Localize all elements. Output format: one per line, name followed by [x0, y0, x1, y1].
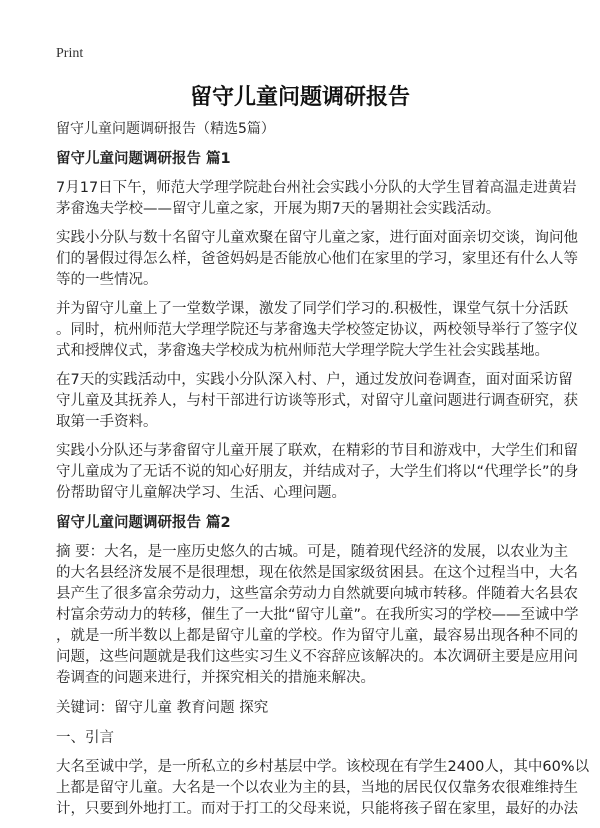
paragraph-line: 份帮助留守儿童解决学习、生活、心理问题。: [56, 485, 346, 501]
paragraph-line: 式和授牌仪式，茅畲逸夫学校成为杭州师范大学理学院大学生社会实践基地。: [56, 343, 549, 359]
paragraph-line: 守儿童成为了无话不说的知心好朋友，并结成对子，大学生们将以“代理学长”的身: [56, 464, 579, 480]
paragraph-line: 大名至诚中学，是一所私立的乡村基层中学。该校现在有学生2400人，其中60%以: [56, 759, 590, 775]
paragraph: [56, 370, 578, 433]
document-body: [56, 118, 590, 828]
paragraph-line: 茅畲逸夫学校——留守儿童之家，开展为期7天的暑期社会实践活动。: [56, 201, 501, 217]
paragraph-line: 守儿童及其抚养人，与村干部进行访谈等形式，对留守儿童问题进行调查研究，获: [56, 393, 578, 409]
document-subtitle: 留守儿童问题调研报告（精选5篇）: [56, 121, 275, 137]
section-heading: 留守儿童问题调研报告 篇2: [56, 515, 231, 531]
paragraph-line: 并为留守儿童上了一堂数学课，激发了同学们学习的.积极性，课堂气氛十分活跃: [56, 301, 569, 317]
paragraph-line: 村富余劳动力的转移，催生了一大批“留守儿童”。在我所实习的学校——至诚中学: [56, 607, 579, 623]
section-heading: 留守儿童问题调研报告 篇1: [56, 151, 231, 167]
paragraph-line: 摘 要：大名，是一座历史悠久的古城。可是，随着现代经济的发展，以农业为主: [56, 544, 569, 560]
paragraph-line: 问题，这些问题就是我们这些实习生义不容辞应该解决的。本次调研主要是应用问: [56, 649, 578, 665]
paragraph-line: 取第一手资料。: [56, 414, 158, 430]
paragraph-line: 在7天的实践活动中，实践小分队深入村、户，通过发放问卷调查，面对面采访留: [56, 372, 573, 388]
paragraph-line: 卷调查的问题来进行，并探究相关的措施来解决。: [56, 670, 375, 686]
print-link[interactable]: Print: [56, 46, 84, 61]
page-title: 留守儿童问题调研报告: [189, 85, 410, 110]
paragraph-line: 等的一些情况。: [56, 272, 158, 288]
keywords: 关键词：留守儿童 教育问题 探究: [56, 700, 269, 716]
paragraph: [56, 757, 590, 820]
paragraph-line: 的大名县经济发展不是很理想，现在依然是国家级贫困县。在这个过程当中，大名: [56, 565, 578, 581]
intro-heading: 一、引言: [56, 730, 114, 746]
paragraph-line: 们的暑假过得怎么样，爸爸妈妈是否能放心他们在家里的学习，家里还有什么人等: [56, 251, 578, 267]
paragraph: [56, 441, 579, 504]
paragraph-line: 实践小分队还与茅畲留守儿童开展了联欢，在精彩的节目和游戏中，大学生们和留: [56, 443, 578, 459]
paragraph: [56, 228, 578, 291]
paragraph: [56, 542, 579, 689]
paragraph-line: 计，只要到外地打工。而对于打工的父母来说，只能将孩子留在家里，最好的办法: [56, 801, 578, 817]
sections: [56, 148, 590, 820]
paragraph-line: 实践小分队与数十名留守儿童欢聚在留守儿童之家，进行面对面亲切交谈，询问他: [56, 230, 578, 246]
paragraph-line: 。同时，杭州师范大学理学院还与茅畲逸夫学校签定协议，两校领导举行了签字仪: [56, 322, 578, 338]
paragraph-line: ，就是一所半数以上都是留守儿童的学校。作为留守儿童，最容易出现各种不同的: [56, 628, 578, 644]
paragraph: [56, 299, 578, 362]
paragraph-line: 7月17日下午，师范大学理学院赴台州社会实践小分队的大学生冒着高温走进黄岩: [56, 180, 577, 196]
paragraph-line: 县产生了很多富余劳动力，这些富余劳动力自然就要向城市转移。伴随着大名县农: [56, 586, 578, 602]
paragraph: [56, 178, 577, 220]
paragraph-line: 上都是留守儿童。大名是一个以农业为主的县，当地的居民仅仅靠务农很难维持生: [56, 780, 578, 796]
